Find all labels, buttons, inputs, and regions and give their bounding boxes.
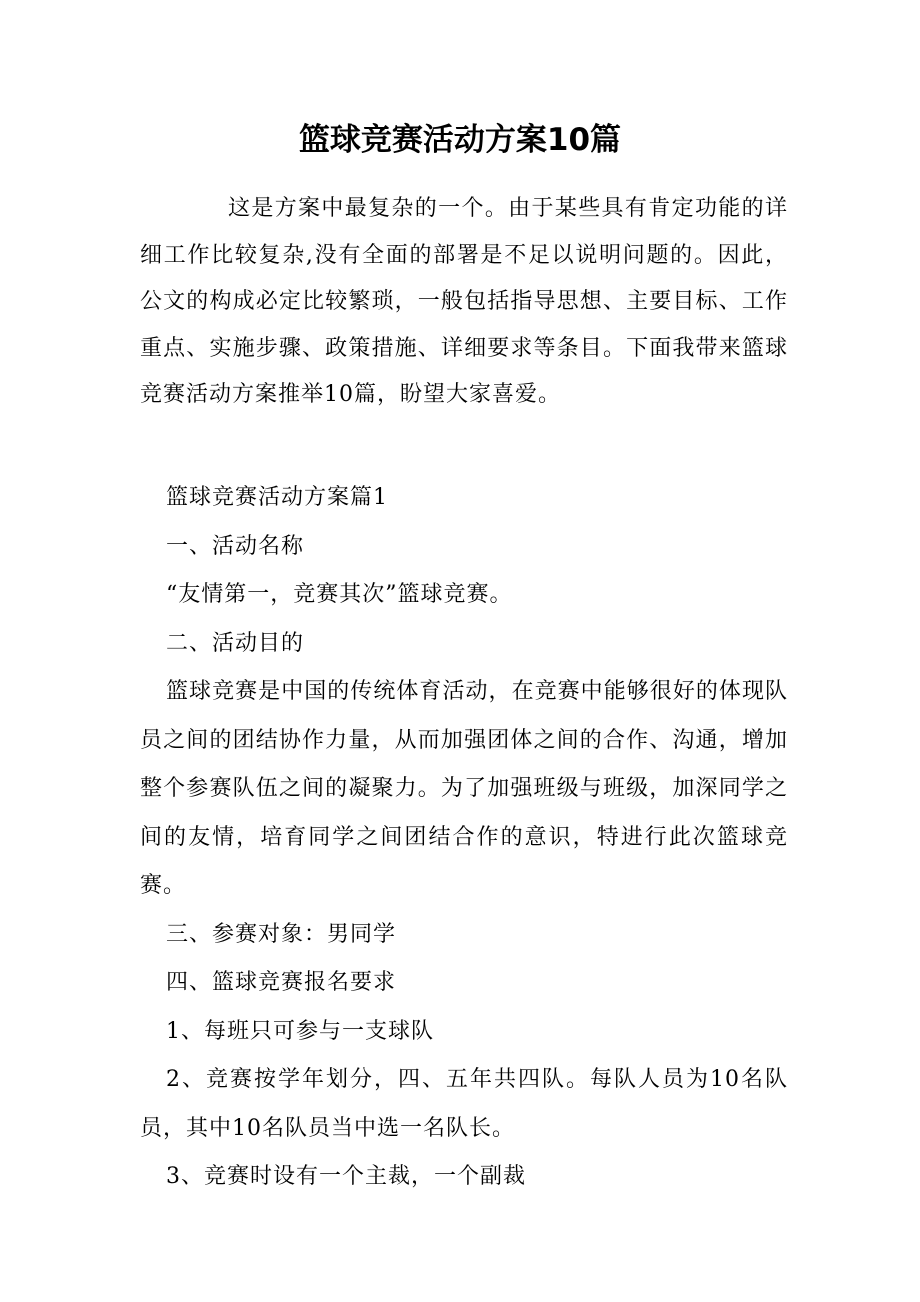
heading-activity-name: 一、活动名称 xyxy=(166,533,305,559)
requirement-item-2: 2、竞赛按学年划分，四、五年共四队。每队人员为10名队员，其中10名队员当中选一名队长。 xyxy=(140,1067,788,1141)
document-title: 篮球竞赛活动方案10篇 xyxy=(298,122,622,158)
requirement-item-1: 1、每班只可参与一支球队 xyxy=(166,1018,434,1044)
requirement-item-3: 3、竞赛时设有一个主裁，一个副裁 xyxy=(166,1164,526,1189)
document-body xyxy=(140,474,788,1202)
heading-participants: 三、参赛对象：男同学 xyxy=(166,921,397,947)
intro-paragraph: 这是方案中最复杂的一个。由于某些具有肯定功能的详细工作比较复杂,没有全面的部署是不足以说明问题的。因此，公文的构成必定比较繁琐，一般包括指导思想、主要目标、工作重点、实施步骤、政策措施、详细要求等条目。下面我带来篮球竞赛活动方案推举10篇，盼望大家喜爱。 xyxy=(140,196,788,407)
activity-name-text: “友情第一，竞赛其次”篮球竞赛。 xyxy=(166,582,513,607)
activity-purpose-text: 篮球竞赛是中国的传统体育活动，在竞赛中能够很好的体现队员之间的团结协作力量，从而加强团体之间的合作、沟通，增加整个参赛队伍之间的凝聚力。为了加强班级与班级，加深同学之间的友情，培育同学之间团结合作的意识，特进行此次篮球竞赛。 xyxy=(140,679,788,898)
section-heading-plan-1: 篮球竞赛活动方案篇1 xyxy=(166,485,388,510)
heading-activity-purpose: 二、活动目的 xyxy=(166,630,305,656)
heading-registration-requirements: 四、篮球竞赛报名要求 xyxy=(166,970,397,995)
